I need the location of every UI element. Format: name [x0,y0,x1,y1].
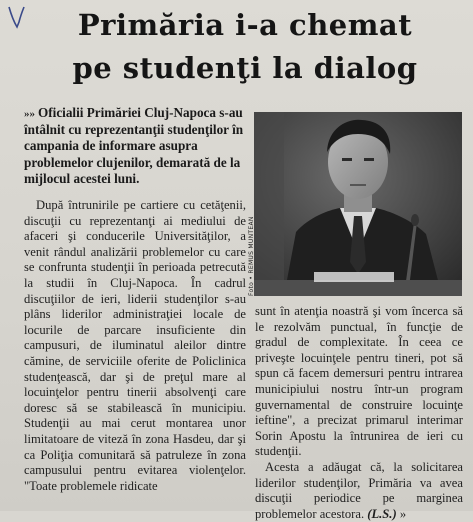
body-column-right [255,304,463,522]
pen-check-mark-icon [6,4,28,30]
headline-line-1: Primăria i-a chemat [77,8,413,42]
headline-line-2: pe studenţi la dialog [72,51,418,85]
article-photo [254,112,462,296]
author-initials: (L.S.) [367,506,397,521]
lead-marker-icon: »» [24,108,35,120]
body-column-left: După întrunirile pe cartiere cu cetăţenii, discuţii cu reprezentanţi ai mediului de afaceri şi conducerile Universităţilor, a venit rândul analizării problemelor cu care se confrunta studenţii în perioada petrecută la studii în Cluj-Napoca. În cadrul discuţiilor de ieri, liderii studenţilor s-au plâns liderilor administraţiei locale de locurile de parcare insuficiente din campusuri, de iluminatul aleilor dintre cămine, de serviciile oferite de Policlinica studenţească, dar şi de preţul mare al locuinţelor pentru tinerii absolvenţi care doresc să se stabilească în municipiu. Studenţii au mai cerut montarea unor limitatoare de viteză în zona Hasdeu, dar şi ca Poliţia comunitară să patruleze în zona campusului pentru evitarea violenţelor. "Toate problemele ridicate [24,198,246,493]
lead-text: Oficialii Primăriei Cluj-Napoca s-au întâlnit cu reprezentanţii studenţilor în campania de informare asupra problemelor clujenilor, demarată de la mijlocul acestei luni. [24,105,244,186]
mayor-portrait [254,112,462,296]
body-right-paragraph-2 [255,460,463,522]
body-right-text-2: Acesta a adăugat că, la solicitarea liderilor studenţilor, Primăria va avea discuţii periodice pe marginea problemelor acestora. [255,459,463,521]
end-marker-icon: » [399,506,407,521]
lead-paragraph [24,105,244,187]
body-right-paragraph-1: sunt în atenţia noastră şi vom încerca să le rezolvăm punctual, în funcţie de gradul de complexitate. În ceea ce priveşte locuinţele pentru tineri, pot să spun că facem demersuri pentru intrarea municipiului nostru într-un program guvernamental de construire locuinţe ieftine", a precizat primarul interimar Sorin Apostu la întrunirea de ieri cu studenţii. [255,304,463,459]
photo-credit: Foto • REMUS MUNTEAN [248,216,255,296]
headline [30,4,460,90]
